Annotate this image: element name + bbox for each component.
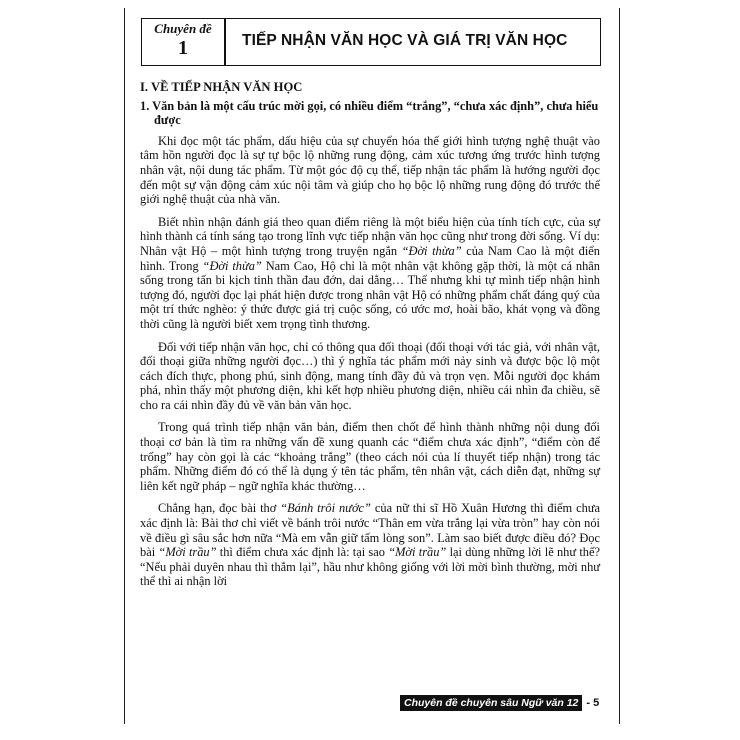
paragraph-text: Nam Cao, Hộ chỉ là một nhân vật không gặp thời, là một cá nhân sống trong tấn bi kịch tinh thần đau đớn, dai dẳng… Thế nhưng khi tự mình tiếp nhận hình tượng đó, người đọc lại phát hiện được trong nhân vật Hộ có những phẩm chất đáng quý của một trí thức nghèo: ý thức được giá trị cuộc sống, có ước mơ, hoài bão, khát vọng và đồng thời cũng là người biết xem trọng tình thương. (140, 258, 600, 331)
chapter-tag (142, 19, 226, 65)
section-heading: I. VỀ TIẾP NHẬN VĂN HỌC (140, 80, 303, 94)
paragraph-text: thì điểm chưa xác định là: tại sao (216, 545, 389, 560)
paragraph-text: Biết nhìn nhận đánh giá theo quan điểm riêng là một biểu hiện của tính tích cực, của sự hình thành cá tính sáng tạo trong lĩnh vực tiếp nhận văn học cũng như trong đời sống. Ví dụ: Nhân vật Hộ – một hình tượng trong truyện ngắn (140, 214, 600, 258)
chapter-word: Chuyên đề (154, 21, 212, 36)
work-title: “Bánh trôi nước” (280, 501, 371, 516)
paragraph-text: của Nam Cao là một điển hình. Trong (140, 243, 600, 273)
page-number: - 5 (586, 697, 600, 709)
page-content (140, 80, 600, 597)
work-title: “Đời thừa” (401, 243, 462, 258)
paragraph-text: Chẳng hạn, đọc bài thơ (158, 501, 281, 516)
paragraph-3: Đối với tiếp nhận văn học, chỉ có thông qua đối thoại (đối thoại với tác giả, với nhân vật, đối thoại giữa những người đọc…) thì ý nghĩa tác phẩm mới nảy sinh và được bộc lộ một cách đích thực, phong phú, sinh động, mang tính đầy đủ và trọn vẹn. Mỗi người đọc khám phá, nhìn thấy một phương diện, khi kết hợp nhiều phương diện, nhiều cái nhìn đa chiều, sẽ cho ra cái nhìn đầy đủ về văn bản văn học. (140, 339, 600, 412)
work-title: “Đời thừa” (202, 258, 262, 273)
paragraph-2 (140, 215, 600, 332)
paragraph-5 (140, 501, 600, 589)
paragraph-4: Trong quá trình tiếp nhận văn bản, điểm then chốt để hình thành những nội dung đối thoại cơ bản là tìm ra những vấn đề xung quanh các “điểm chưa xác định”, “điểm còn để trống” hay còn gọi là các “khoảng trắng” (theo cách nói của lí thuyết tiếp nhận) trong tác phẩm. Những điểm đó có thể là dụng ý tên tác phẩm, tên nhân vật, cách diễn đạt, những sự liên kết ngữ pháp – ngữ nghĩa khác thường… (140, 420, 600, 493)
chapter-title: TIẾP NHẬN VĂN HỌC VÀ GIÁ TRỊ VĂN HỌC (242, 32, 568, 49)
series-label: Chuyên đề chuyên sâu Ngữ văn 12 (400, 695, 582, 711)
work-title: “Mời trầu” (388, 545, 447, 560)
page-footer (400, 694, 599, 712)
paragraph-1: Khi đọc một tác phẩm, dấu hiệu của sự chuyển hóa thế giới hình tượng nghệ thuật vào tâm hồn người đọc là sự tự bộc lộ những rung động, cảm xúc tương ứng trước hình tượng nhân vật, nội dung tác phẩm. Từ một góc độ cụ thể, tiếp nhận tác phẩm là hướng người đọc đến một sự vận động cảm xúc nội tâm và giúp cho họ bộc lộ những rung động đó trước thế giới nghệ thuật của nhà văn. (140, 133, 600, 207)
paragraph-text: của nữ thi sĩ Hồ Xuân Hương thì điểm chưa xác định là: Bài thơ chỉ viết về bánh trôi nước “Thân em vừa trắng lại vừa tròn” hay còn nói về điều gì sâu sắc hơn nữa “Mà em vẫn giữ tấm lòng son”. Làm sao biết được điều đó? Đọc bài (140, 501, 601, 560)
paragraph-text: lại dùng những lời lẽ như thế? “Nếu phải duyên nhau thì thắm lại”, hầu như không giống với lời mời bình thường, mời như thể thì ai nhận lời (140, 545, 600, 589)
work-title: “Mời trầu” (158, 545, 217, 560)
chapter-header (141, 18, 601, 66)
subsection-heading: 1. Văn bản là một cấu trúc mời gọi, có nhiều điểm “trắng”, “chưa xác định”, chưa hiểu được (140, 98, 599, 128)
chapter-number: 1 (178, 37, 188, 59)
